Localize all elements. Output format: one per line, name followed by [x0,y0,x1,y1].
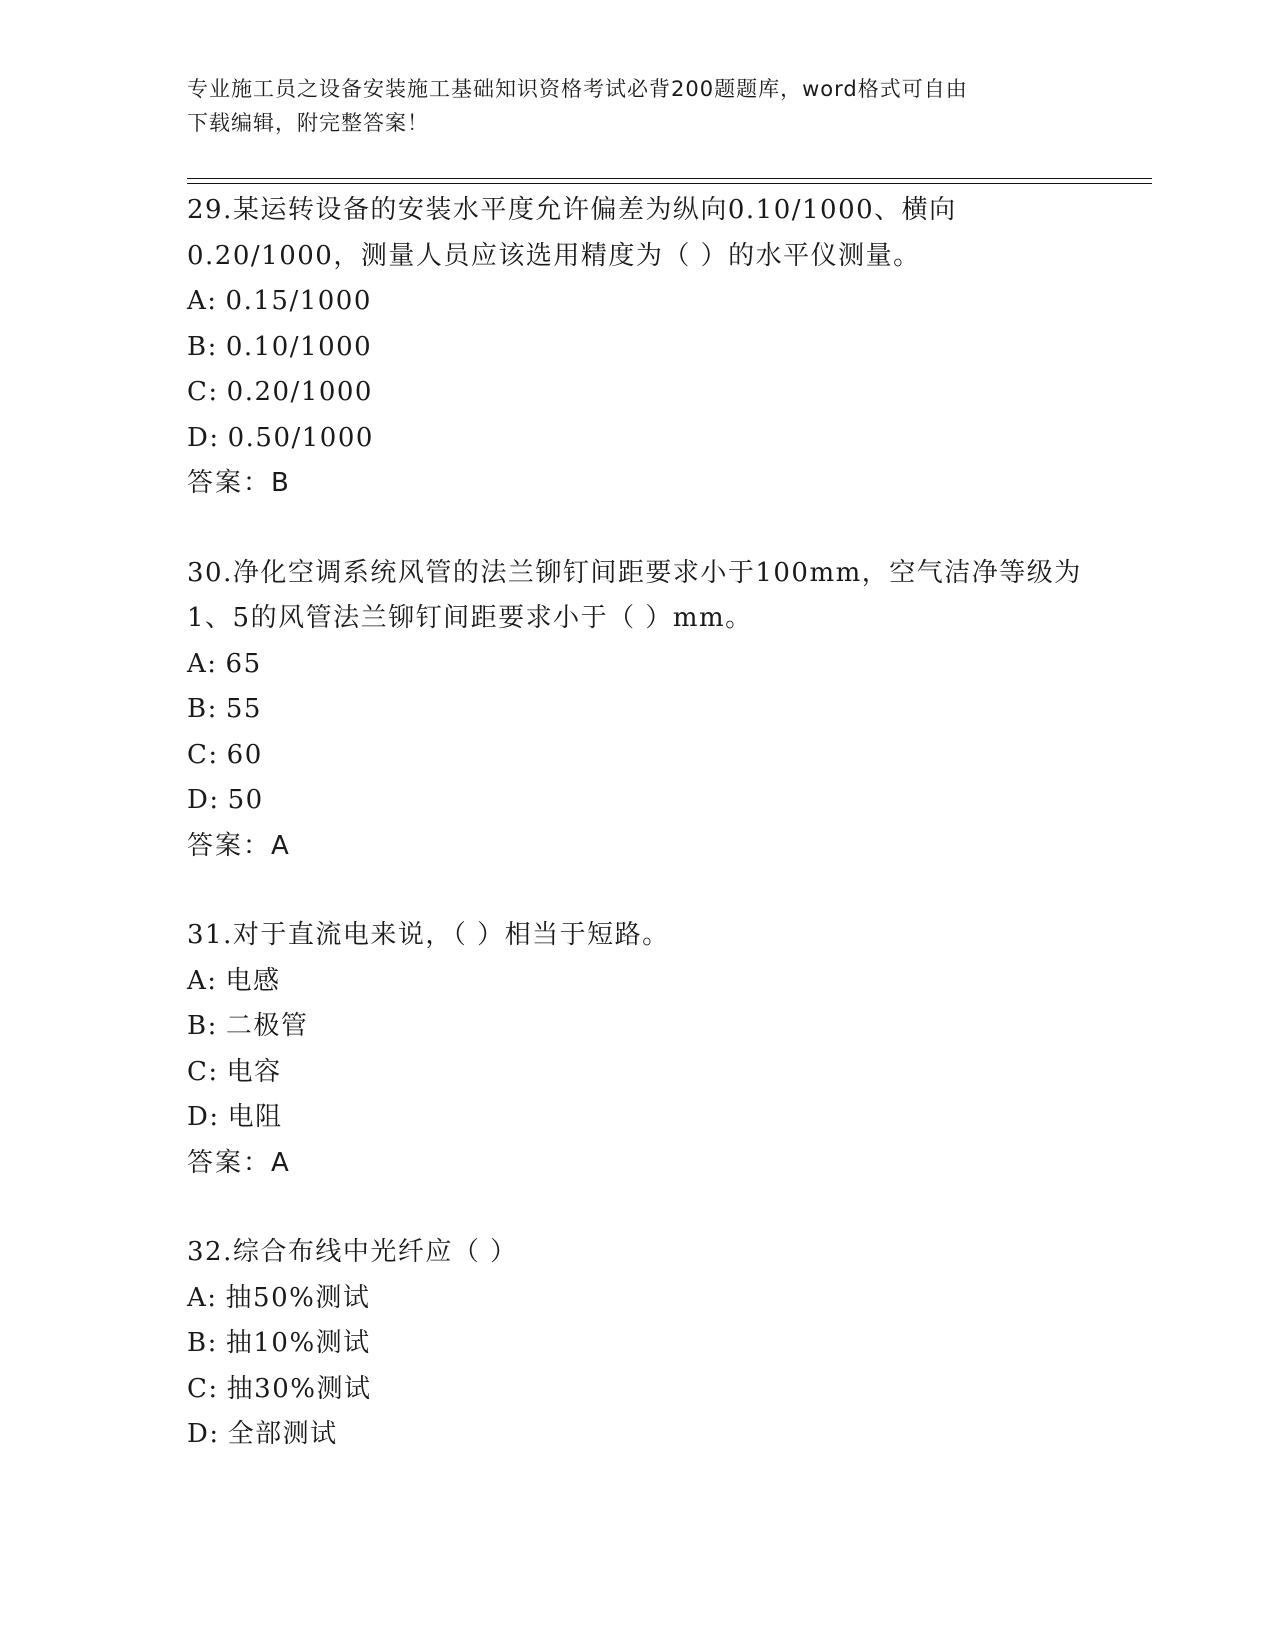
header-divider-bottom [187,183,1152,184]
question-stem: 32.综合布线中光纤应（ ） [187,1237,518,1267]
question-31 [187,913,1107,1186]
option-text: 二极管 [225,1011,309,1041]
option-text: 65 [225,648,262,679]
question-stem: 29.某运转设备的安装水平度允许偏差为纵向0.10/1000、横向0.20/1000，测量人员应该选用精度为（ ）的水平仪测量。 [187,195,957,271]
option-text: 电容 [226,1056,282,1087]
option-text: 电阻 [227,1102,283,1132]
option-key: C: [187,739,219,770]
option-text: 0.15/1000 [225,286,372,316]
option-a [187,642,1107,688]
option-c [187,370,1107,416]
option-key: D: [187,785,220,815]
option-text: 抽10%测试 [225,1328,371,1358]
header-divider-top [187,178,1152,179]
option-key: A: [187,286,218,316]
option-text: 全部测试 [227,1419,338,1449]
question-30 [187,551,1107,870]
answer-line: 答案：B [187,468,291,498]
option-c [187,1367,1107,1413]
option-key: A: [187,1282,218,1313]
option-key: C: [187,1056,219,1087]
option-a [187,959,1107,1005]
option-b [187,687,1107,733]
option-text: 55 [225,694,262,724]
answer-line: 答案：A [187,830,291,861]
option-text: 电感 [225,965,281,996]
option-c [187,733,1107,779]
option-a [187,279,1107,325]
option-b [187,1004,1107,1050]
answer-line: 答案：A [187,1147,291,1178]
option-d [187,1095,1107,1141]
option-key: B: [187,331,218,362]
header-line-1: 专业施工员之设备安装施工基础知识资格考试必背200题题库，word格式可自由 [187,77,968,101]
option-text: 0.50/1000 [227,422,374,453]
question-32 [187,1230,1107,1458]
question-stem: 31.对于直流电来说，（ ）相当于短路。 [187,920,670,950]
option-b [187,1321,1107,1367]
option-key: A: [187,648,218,679]
question-29 [187,188,1107,507]
option-d [187,1412,1107,1458]
option-key: B: [187,1011,218,1041]
option-key: C: [187,1373,219,1404]
option-key: C: [187,377,219,407]
question-stem: 30.净化空调系统风管的法兰铆钉间距要求小于100mm，空气洁净等级为1、5的风管法兰铆钉间距要求小于（ ）mm。 [187,557,1082,633]
option-b [187,325,1107,371]
header-line-2: 下载编辑，附完整答案！ [187,111,429,135]
option-d [187,778,1107,824]
option-text: 抽30%测试 [226,1373,372,1404]
option-key: B: [187,1328,218,1358]
option-text: 0.10/1000 [225,331,373,362]
option-text: 60 [226,739,263,770]
option-key: A: [187,965,218,996]
document-header [187,72,1067,140]
option-key: B: [187,694,218,724]
option-text: 抽50%测试 [225,1282,371,1313]
option-a [187,1276,1107,1322]
question-list [187,188,1107,1502]
option-key: D: [187,422,220,453]
option-c [187,1050,1107,1096]
option-key: D: [187,1419,220,1449]
option-text: 0.20/1000 [226,377,373,407]
option-d [187,416,1107,462]
option-text: 50 [227,785,264,815]
option-key: D: [187,1102,220,1132]
